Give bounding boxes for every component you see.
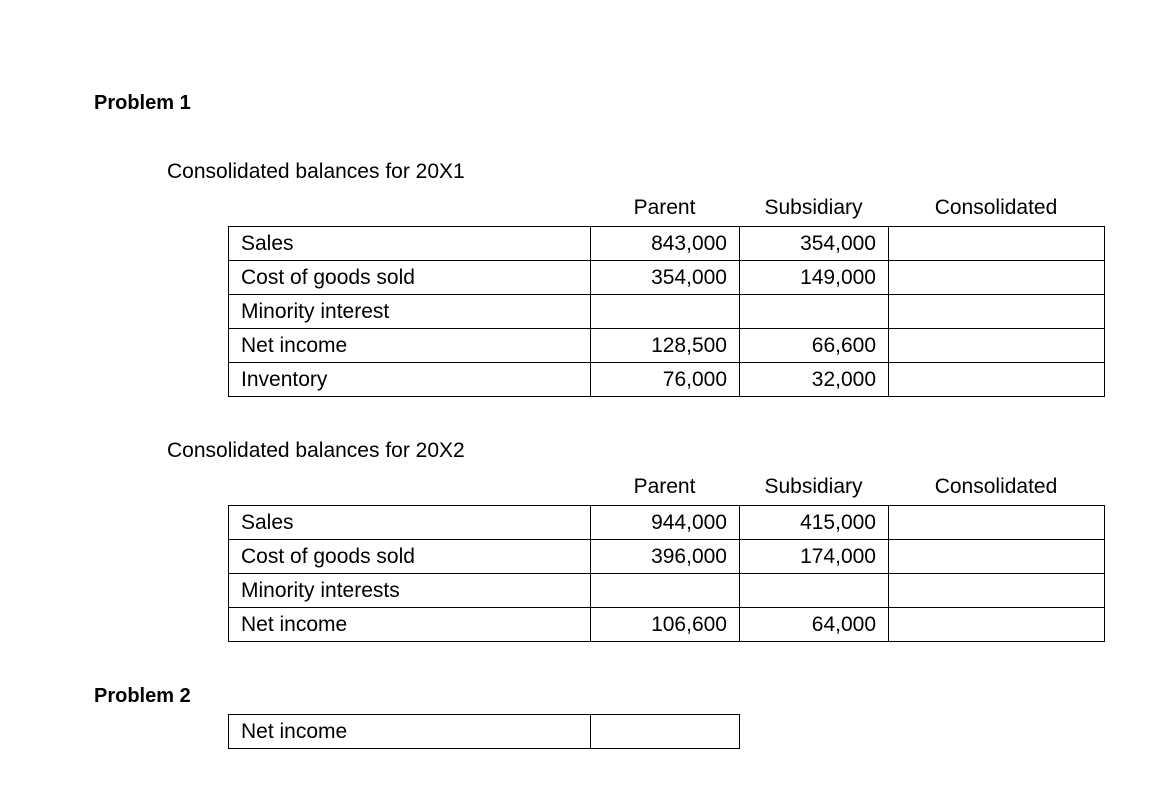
- parent-cell[interactable]: 396,000: [591, 540, 740, 574]
- table-row: [229, 540, 1105, 574]
- consolidated-cell[interactable]: [889, 329, 1105, 363]
- consolidated-cell[interactable]: [889, 363, 1105, 397]
- table-row: [229, 329, 1105, 363]
- row-label: Sales: [229, 506, 591, 540]
- row-label: Net income: [229, 608, 591, 642]
- balances-table-20x2: [228, 505, 1105, 642]
- row-label: Minority interests: [229, 574, 591, 608]
- problem-1-title: Problem 1: [94, 92, 191, 114]
- subsidiary-cell[interactable]: 66,600: [740, 329, 889, 363]
- table-row: [229, 363, 1105, 397]
- parent-cell[interactable]: 843,000: [591, 227, 740, 261]
- parent-cell[interactable]: 128,500: [591, 329, 740, 363]
- problem-2-title: Problem 2: [94, 685, 191, 707]
- subsidiary-cell[interactable]: 174,000: [740, 540, 889, 574]
- section-20x1-title: Consolidated balances for 20X1: [167, 160, 465, 183]
- table-row: [229, 227, 1105, 261]
- col-header-subsidiary-20x2: Subsidiary: [764, 475, 863, 498]
- row-label: Minority interest: [229, 295, 591, 329]
- consolidated-cell[interactable]: [889, 540, 1105, 574]
- col-header-parent-20x2: Parent: [633, 475, 696, 498]
- row-label: Net income: [229, 715, 591, 749]
- table-row: [229, 261, 1105, 295]
- parent-cell[interactable]: [591, 574, 740, 608]
- net-income-answer-cell[interactable]: [591, 715, 740, 749]
- table-row: [229, 506, 1105, 540]
- table-row: [229, 608, 1105, 642]
- parent-cell[interactable]: 106,600: [591, 608, 740, 642]
- row-label: Sales: [229, 227, 591, 261]
- row-label: Cost of goods sold: [229, 261, 591, 295]
- consolidated-cell[interactable]: [889, 608, 1105, 642]
- row-label: Net income: [229, 329, 591, 363]
- row-label: Inventory: [229, 363, 591, 397]
- consolidated-cell[interactable]: [889, 506, 1105, 540]
- subsidiary-cell[interactable]: 64,000: [740, 608, 889, 642]
- consolidated-cell[interactable]: [889, 261, 1105, 295]
- subsidiary-cell[interactable]: 415,000: [740, 506, 889, 540]
- col-header-parent-20x1: Parent: [633, 196, 696, 219]
- subsidiary-cell[interactable]: 32,000: [740, 363, 889, 397]
- subsidiary-cell[interactable]: [740, 574, 889, 608]
- table-row: [229, 574, 1105, 608]
- table-row: [229, 715, 740, 749]
- balances-table-20x1: [228, 226, 1105, 397]
- subsidiary-cell[interactable]: 149,000: [740, 261, 889, 295]
- col-header-consolidated-20x1: Consolidated: [934, 196, 1058, 219]
- parent-cell[interactable]: 354,000: [591, 261, 740, 295]
- consolidated-cell[interactable]: [889, 574, 1105, 608]
- consolidated-cell[interactable]: [889, 295, 1105, 329]
- parent-cell[interactable]: [591, 295, 740, 329]
- col-header-subsidiary-20x1: Subsidiary: [764, 196, 863, 219]
- table-row: [229, 295, 1105, 329]
- subsidiary-cell[interactable]: 354,000: [740, 227, 889, 261]
- problem-2-table: [228, 714, 740, 749]
- parent-cell[interactable]: 944,000: [591, 506, 740, 540]
- parent-cell[interactable]: 76,000: [591, 363, 740, 397]
- consolidated-cell[interactable]: [889, 227, 1105, 261]
- section-20x2-title: Consolidated balances for 20X2: [167, 439, 465, 462]
- row-label: Cost of goods sold: [229, 540, 591, 574]
- subsidiary-cell[interactable]: [740, 295, 889, 329]
- col-header-consolidated-20x2: Consolidated: [934, 475, 1058, 498]
